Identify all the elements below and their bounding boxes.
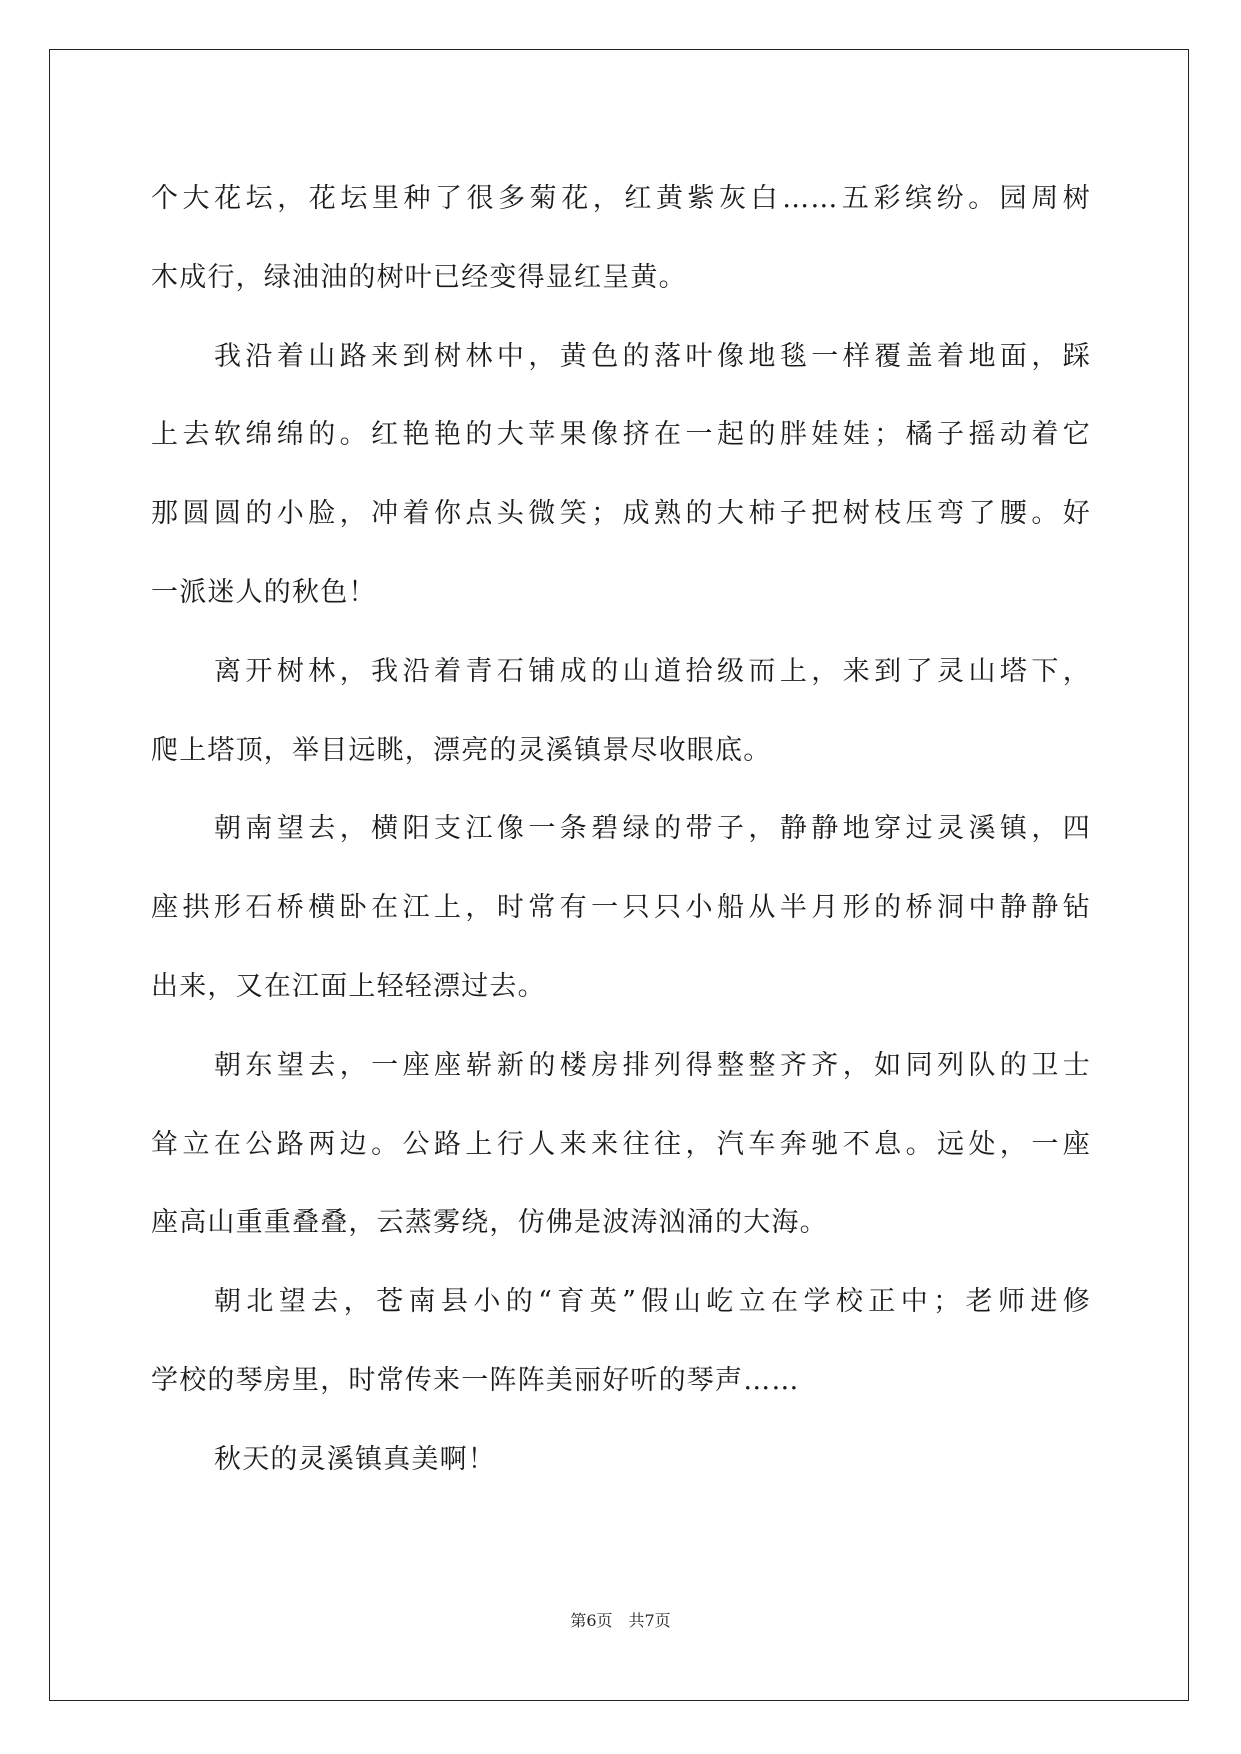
text-line: 那圆圆的小脸，冲着你点头微笑；成熟的大柿子把树枝压弯了腰。好 bbox=[151, 498, 1091, 530]
text-line: 座高山重重叠叠，云蒸雾绕，仿佛是波涛汹涌的大海。 bbox=[151, 1207, 828, 1239]
text-line: 出来，又在江面上轻轻漂过去。 bbox=[151, 970, 546, 1002]
document-body bbox=[151, 160, 1091, 1500]
text-line: 座拱形石桥横卧在江上，时常有一只只小船从半月形的桥洞中静静钻 bbox=[151, 892, 1091, 924]
text-line: 一派迷人的秋色！ bbox=[151, 576, 377, 608]
paragraph-first-line: 朝东望去，一座座崭新的楼房排列得整整齐齐，如同列队的卫士 bbox=[214, 1049, 1091, 1081]
text-line: 耸立在公路两边。公路上行人来来往往，汽车奔驰不息。远处，一座 bbox=[151, 1128, 1091, 1160]
text-line: 木成行，绿油油的树叶已经变得显红呈黄。 bbox=[151, 261, 687, 293]
text-line: 个大花坛，花坛里种了很多菊花，红黄紫灰白……五彩缤纷。园周树 bbox=[151, 183, 1091, 214]
paragraph-first-line: 秋天的灵溪镇真美啊！ bbox=[214, 1443, 496, 1475]
paragraph-first-line: 朝北望去，苍南县小的“育英”假山屹立在学校正中；老师进修 bbox=[214, 1286, 1091, 1318]
text-line: 学校的琴房里，时常传来一阵阵美丽好听的琴声…… bbox=[151, 1364, 800, 1396]
text-line: 爬上塔顶，举目远眺，漂亮的灵溪镇景尽收眼底。 bbox=[151, 734, 772, 766]
text-line: 上去软绵绵的。红艳艳的大苹果像挤在一起的胖娃娃；橘子摇动着它 bbox=[151, 419, 1091, 451]
page-footer: 第6页 共7页 bbox=[570, 1611, 671, 1630]
paragraph-first-line: 我沿着山路来到树林中，黄色的落叶像地毯一样覆盖着地面，踩 bbox=[214, 340, 1091, 372]
paragraph-first-line: 离开树林，我沿着青石铺成的山道拾级而上，来到了灵山塔下， bbox=[214, 655, 1091, 687]
paragraph-first-line: 朝南望去，横阳支江像一条碧绿的带子，静静地穿过灵溪镇，四 bbox=[214, 813, 1091, 845]
